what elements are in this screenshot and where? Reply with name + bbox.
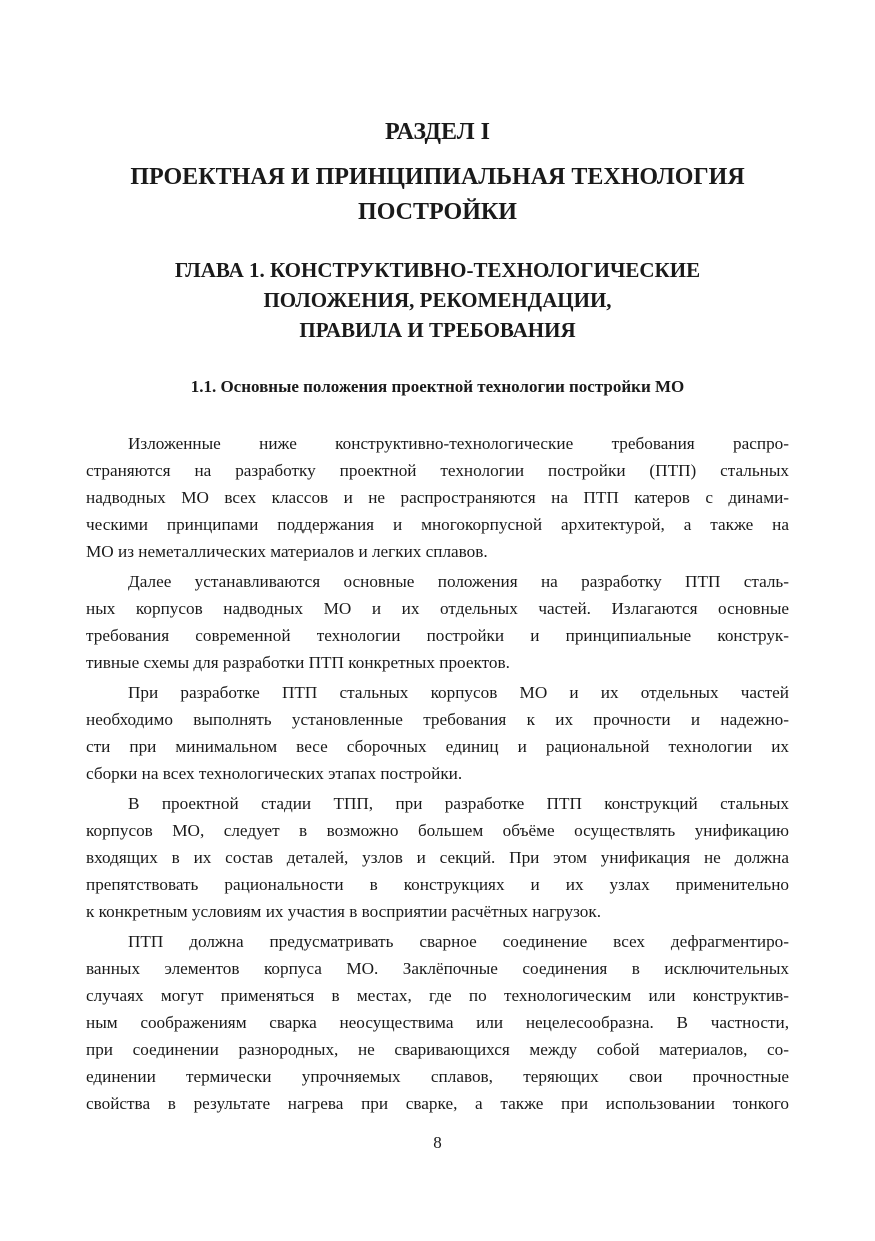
text-line: тивные схемы для разработки ПТП конкретных проектов. (86, 653, 510, 672)
text-line: к конкретным условиям их участия в восприятии расчётных нагрузок. (86, 902, 602, 921)
subsection-title: 1.1. Основные положения проектной технологии постройки МО (190, 377, 685, 396)
text-line: требования современной технологии постройки и принципиальные конструк- (86, 626, 789, 645)
section-label: РАЗДЕЛ I (385, 119, 490, 145)
text-line: Изложенные ниже конструктивно-технологические требования распро- (128, 434, 789, 453)
text-line: ванных элементов корпуса МО. Заклёпочные соединения в исключительных (86, 959, 789, 978)
text-line: При разработке ПТП стальных корпусов МО и их отдельных частей (128, 683, 789, 702)
page-number: 8 (433, 1133, 442, 1152)
text-line: ным соображениям сварка неосуществима или нецелесообразна. В частности, (86, 1013, 789, 1032)
text-line: препятствовать рациональности в конструкциях и их узлах применительно (86, 875, 789, 894)
text-line: МО из неметаллических материалов и легких сплавов. (86, 542, 488, 561)
section-title (86, 160, 789, 230)
text-line: корпусов МО, следует в возможно большем объёме осуществлять унификацию (86, 821, 789, 840)
chapter-title-line: ПОЛОЖЕНИЯ, РЕКОМЕНДАЦИИ, (263, 288, 612, 312)
paragraph (86, 790, 789, 925)
text-line: необходимо выполнять установленные требования к их прочности и надежно- (86, 710, 789, 729)
text-line: Далее устанавливаются основные положения на разработку ПТП сталь- (128, 572, 789, 591)
text-line: единении термически упрочняемых сплавов, теряющих свои прочностные (86, 1067, 789, 1086)
body-text (86, 430, 789, 1120)
text-line: сти при минимальном весе сборочных единиц и рациональной технологии их (86, 737, 789, 756)
text-line: случаях могут применяться в местах, где по технологическим или конструктив- (86, 986, 789, 1005)
section-title-line: ПОСТРОЙКИ (358, 199, 517, 225)
text-line: надводных МО всех классов и не распространяются на ПТП катеров с динами- (86, 488, 789, 507)
text-line: сборки на всех технологических этапах постройки. (86, 764, 463, 783)
chapter-title (86, 255, 789, 345)
text-line: входящих в их состав деталей, узлов и секций. При этом унификация не должна (86, 848, 789, 867)
paragraph (86, 679, 789, 787)
text-line: ческими принципами поддержания и многокорпусной архитектурой, а также на (86, 515, 789, 534)
text-line: ных корпусов надводных МО и их отдельных частей. Излагаются основные (86, 599, 789, 618)
text-line: страняются на разработку проектной технологии постройки (ПТП) стальных (86, 461, 789, 480)
text-line: свойства в результате нагрева при сварке, а также при использовании тонкого (86, 1094, 789, 1113)
paragraph (86, 928, 789, 1117)
text-line: ПТП должна предусматривать сварное соединение всех дефрагментиро- (128, 932, 789, 951)
paragraph (86, 430, 789, 565)
text-line: при соединении разнородных, не сваривающихся между собой материалов, со- (86, 1040, 789, 1059)
section-title-line: ПРОЕКТНАЯ И ПРИНЦИПИАЛЬНАЯ ТЕХНОЛОГИЯ (130, 164, 745, 190)
text-line: В проектной стадии ТПП, при разработке ПТП конструкций стальных (128, 794, 789, 813)
paragraph (86, 568, 789, 676)
document-page (86, 0, 789, 1241)
chapter-title-line: ГЛАВА 1. КОНСТРУКТИВНО-ТЕХНОЛОГИЧЕСКИЕ (174, 258, 701, 282)
chapter-title-line: ПРАВИЛА И ТРЕБОВАНИЯ (299, 318, 576, 342)
